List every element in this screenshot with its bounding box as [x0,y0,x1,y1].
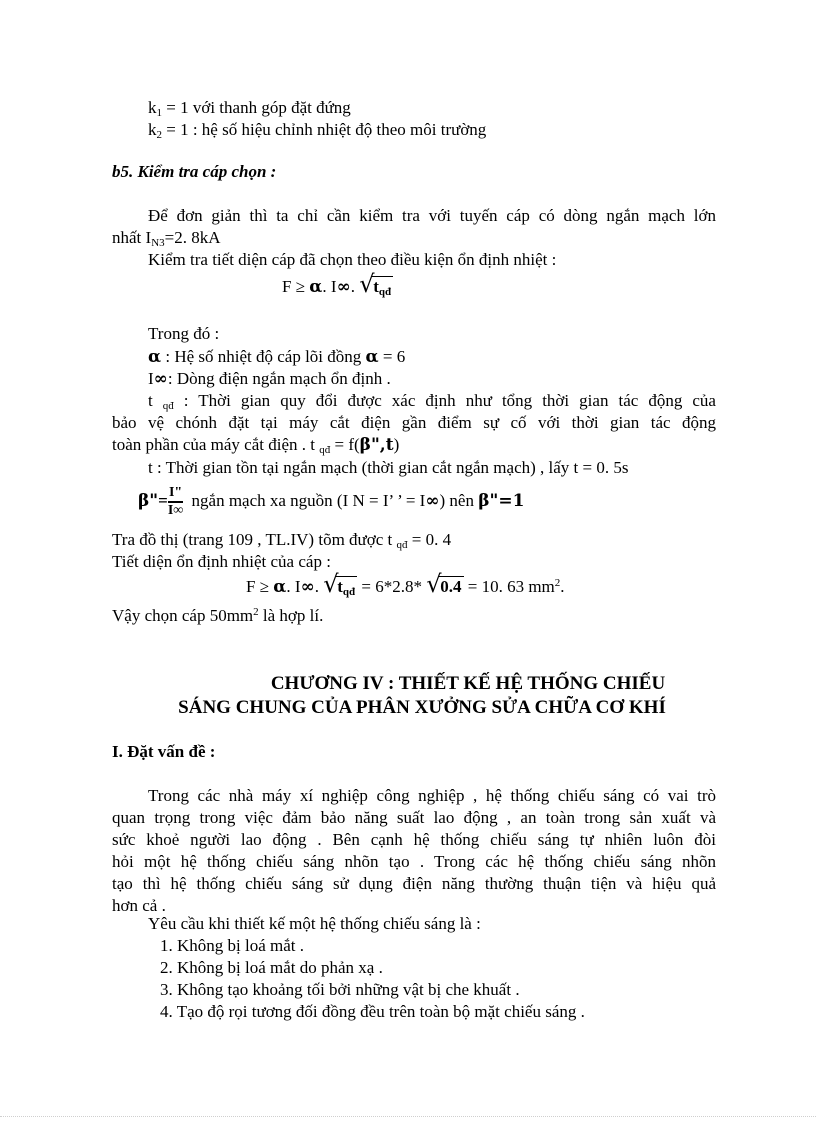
def-i-inf: I∞: Dòng điện ngắn mạch ổn định . [148,369,391,389]
para-line: hơn cả . [112,896,166,915]
para-line: hỏi một hệ thống chiếu sáng nhõn tạo . Trong các hệ thống chiếu sáng nhõn [112,852,716,871]
def-tqd-line3: toàn phần của máy cắt điện . t $_{qđ}$ = f(β",t) [112,435,400,456]
check-para-2: Kiểm tra tiết diện cáp đã chọn theo điều kiện ổn định nhiệt : [148,250,557,269]
chapter-title-line1: CHƯƠNG IV : THIẾT KẾ HỆ THỐNG CHIẾU [270,673,666,694]
tra-do-thi: Tra đồ thị (trang 109 , TL.IV) tõm được t $_{qđ}$ = 0. 4 [112,530,452,551]
check-para-line1: Để đơn giản thì ta chỉ cần kiểm tra với tuyến cáp có dòng ngắn mạch lớn [148,206,716,225]
para-line: tạo thì hệ thống chiếu sáng sử dụng điện năng thường thuận tiện và hiệu quả [112,874,716,893]
sqrt-symbol: √ $t_{qđ}$ [323,570,356,598]
requirement-item: 3. Không tạo khoảng tối bởi những vật bị che khuất . [160,980,520,999]
para-line: Trong các nhà máy xí nghiệp công nghiệp , hệ thống chiếu sáng có vai trò [148,786,716,805]
requirement-item: 1. Không bị loá mắt . [160,936,305,955]
def-tqd-line1: t $_{qđ}$ : Thời gian quy đổi được xác định như tổng thời gian tác động của [148,391,716,412]
sqrt-symbol: √ 0.4 [426,570,462,598]
b5-heading: b5. Kiểm tra cáp chọn : [112,162,277,181]
page-bottom-rule [0,1116,816,1117]
requirements-intro: Yêu cầu khi thiết kế một hệ thống chiếu sáng là : [148,914,481,933]
def-t: t : Thời gian tồn tại ngắn mạch (thời gian cắt ngắn mạch) , lấy t = 0. 5s [148,458,629,477]
check-para-line2: nhất $I_{N3}=2$. 8kA [112,228,221,249]
para-line: quan trọng trong việc đảm bảo năng suất lao động , an toàn trong sản xuất và [112,808,716,827]
beta-fraction: $\frac{I"}{I\infty}$ [167,485,184,519]
beta-line: β"= $\frac{I"}{I\infty}$ ngắn mạch xa nguồn (I N = I’ ’ = I∞) nên β"=1 [138,485,525,519]
requirement-item: 4. Tạo độ rọi tương đối đồng đều trên toàn bộ mặt chiếu sáng . [160,1002,585,1021]
def-tqd-line2: bảo vệ chónh đặt tại máy cắt điện gần điểm sự cố với thời gian tác động [112,413,716,432]
section-heading: I. Đặt vấn đề : [112,742,216,761]
trong-do: Trong đó : [148,324,220,343]
chapter-title-line2: SÁNG CHUNG CỦA PHÂN XƯỞNG SỬA CHỮA CƠ KHÍ [178,697,666,718]
k2-line: $k_2 = 1$ : hệ số hiệu chỉnh nhiệt độ theo môi trường [148,120,487,141]
formula-result: F ≥ α. I∞. √ $t_{qđ} = 6*2.8*$ √ 0.4 = 10. 63 $mm^2$. [246,570,565,598]
sqrt-symbol: √ $t_{qđ}$ [359,270,392,298]
formula-thermal-stability: F ≥ α. I∞. √ $t_{qđ}$ [282,270,392,298]
requirement-item: 2. Không bị loá mắt do phản xạ . [160,958,383,977]
conclusion: Vậy chọn cáp $50mm^2$ là hợp lí. [112,606,324,625]
def-alpha: α : Hệ số nhiệt độ cáp lõi đồng α = 6 [148,347,406,367]
para-line: sức khoẻ người lao động . Bên cạnh hệ thống chiếu sáng tự nhiên luôn đòi [112,830,716,849]
tiet-dien: Tiết diện ổn định nhiệt của cáp : [112,552,331,571]
k1-line: $k_1 = 1$ với thanh góp đặt đứng [148,98,351,119]
